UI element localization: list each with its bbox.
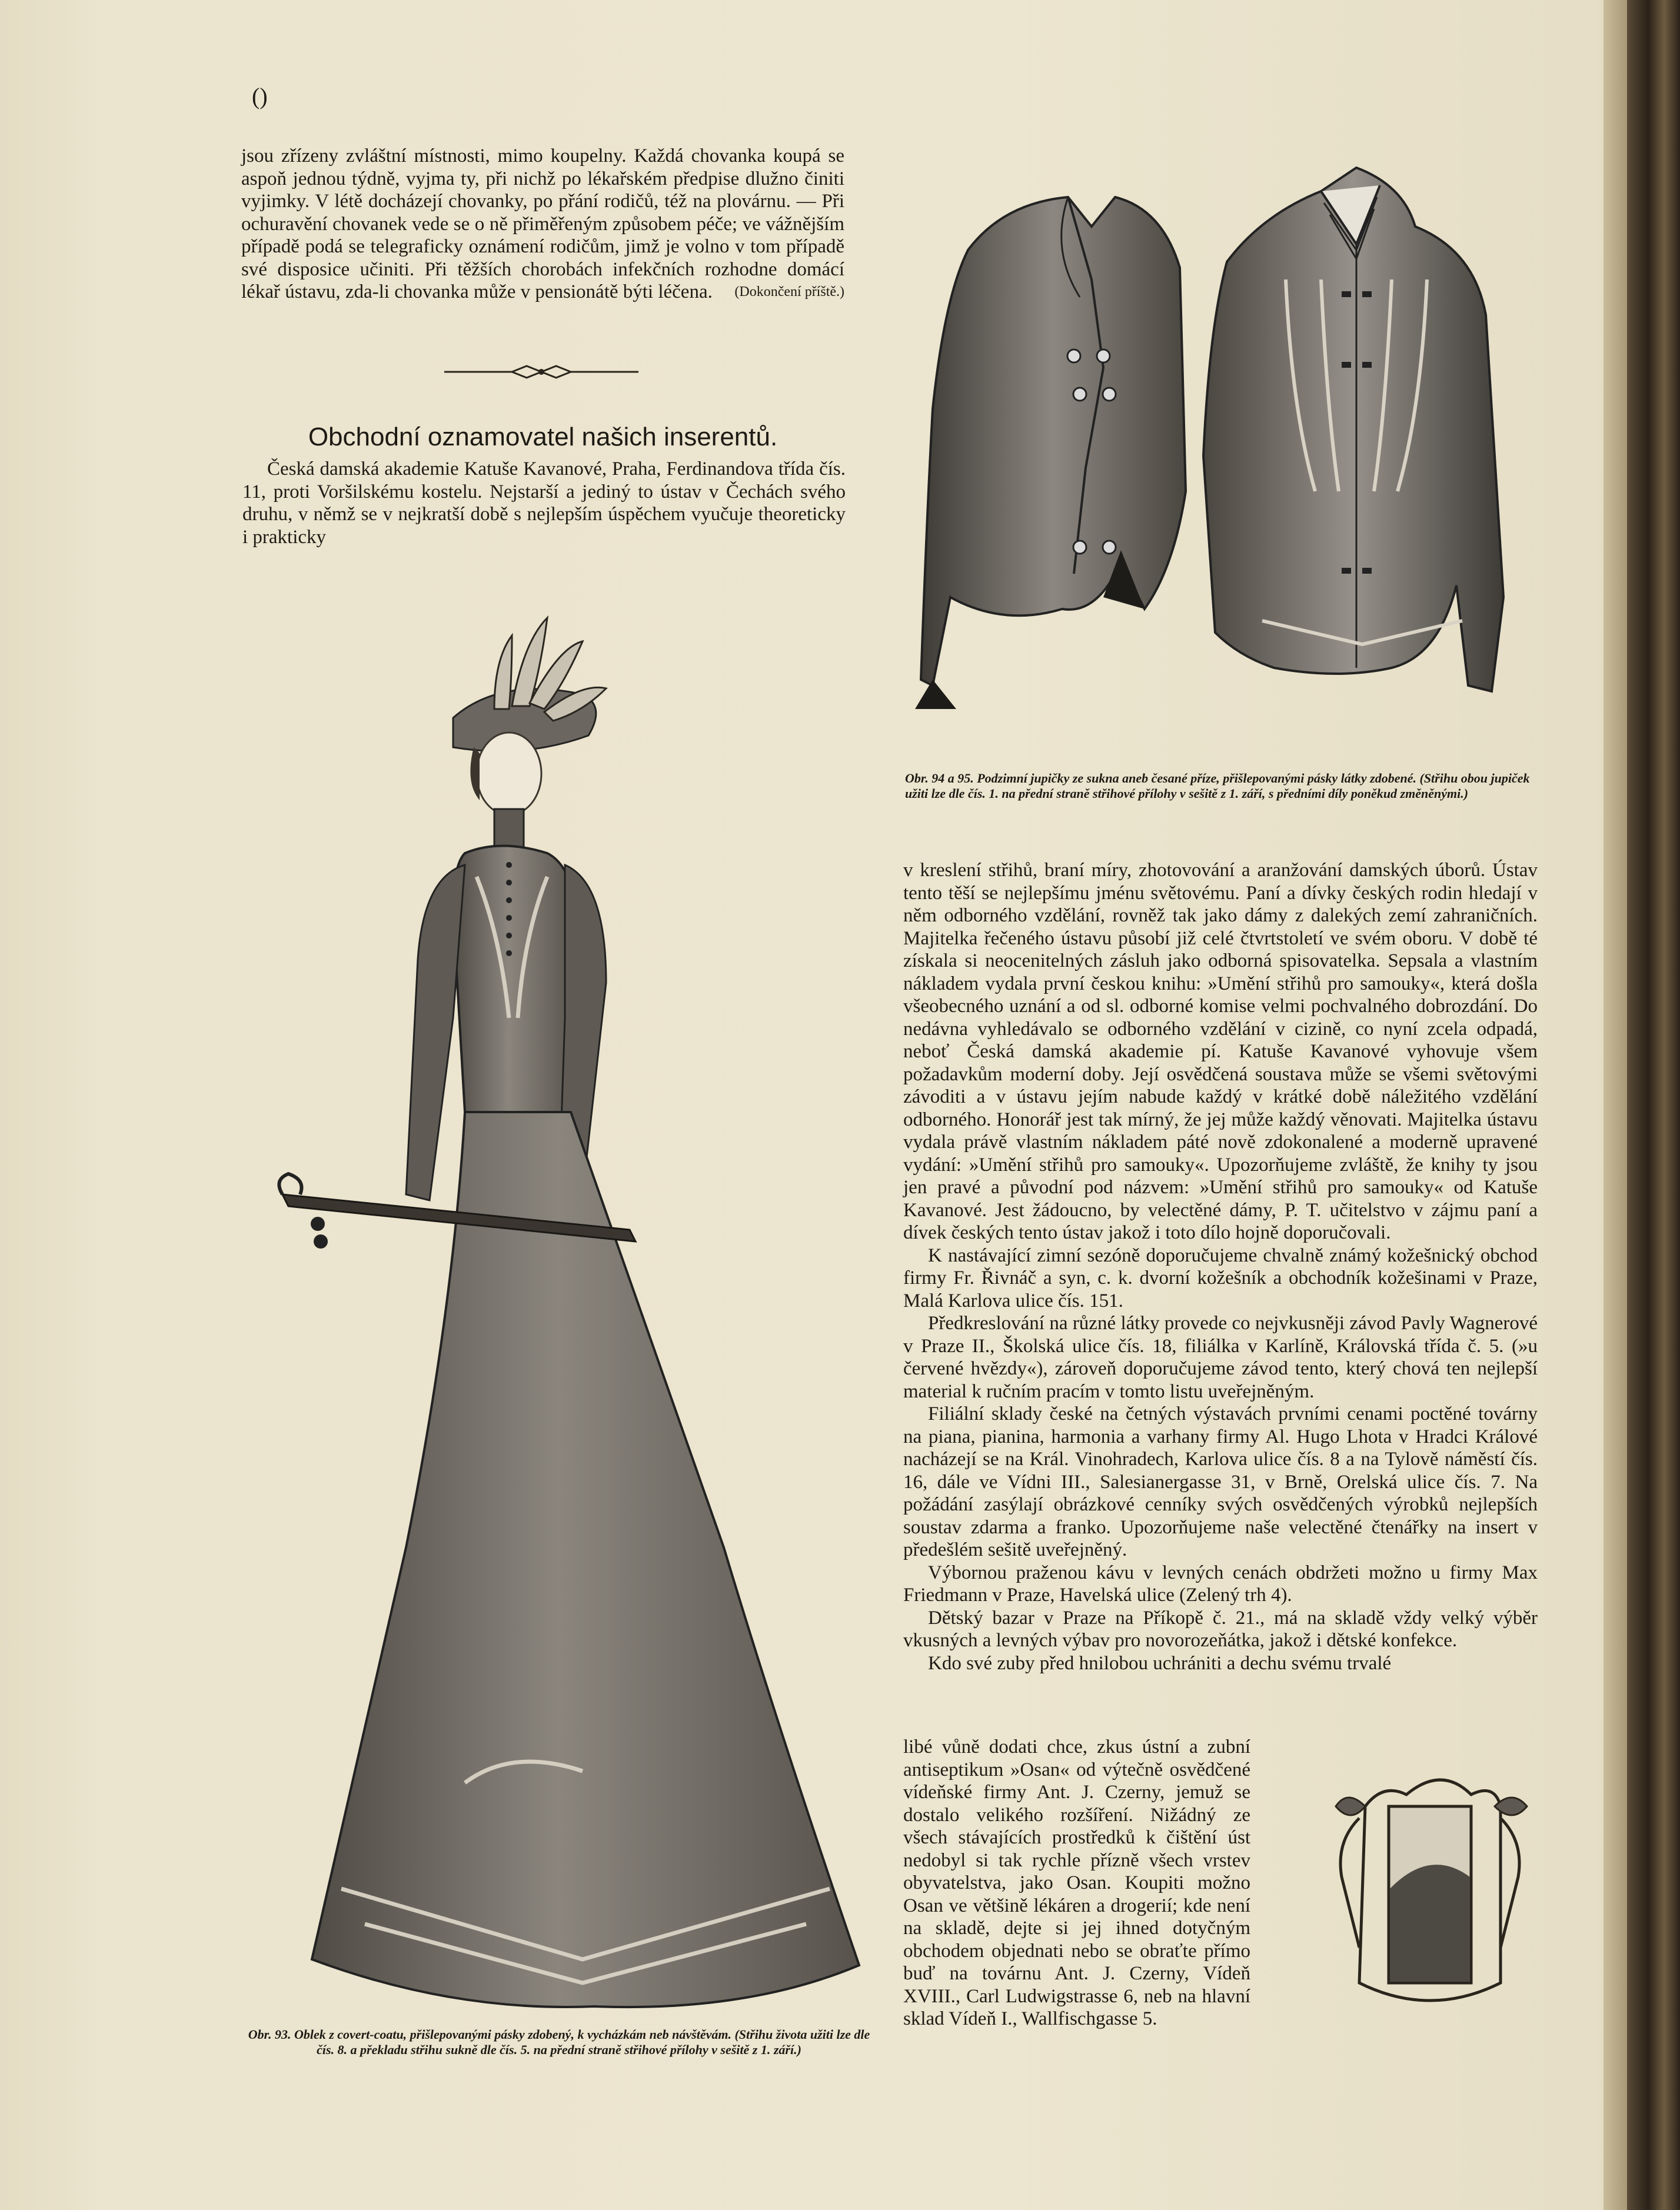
akademie-paragraph (242, 458, 846, 548)
top-paragraph-text: jsou zřízeny zvláštní místnosti, mimo koupelny. Každá chovanka koupá se aspoň jednou týdně, vyjma ty, při nichž po lékařském předpise dlužno činiti vyjimky. V létě docházejí chovanky, po přání rodičů, též na plovárnu. — Při ochuravění chovanek vede se o ně přiměřeným způsobem péče; ve vážnějším případě podá se telegraficky oznámení rodičům, jimž je volno v tom případě své disposice učiniti. Při těžších chorobách infekčních rozhodne domácí lékař ústavu, zda-li chovanka může v pensionátě býti léčena. (241, 145, 844, 302)
top-paragraph (241, 145, 844, 304)
advertiser-column (903, 859, 1538, 1675)
page-edge (1604, 0, 1627, 2210)
ornamental-vignette (1324, 1771, 1536, 2018)
osan-paragraph-text: libé vůně dodati chce, zkus ústní a zubní antiseptikum »Osan« od výtečně osvědčené vídeňské firmy Ant. J. Czerny, jemuž se dostalo velikého rozšíření. Nižádný ze všech stávajících prostředků k čištění úst nedobyl si tak rychle přízně všech vrstev obyvatelstva, jako Osan. Koupiti možno Osan ve většině lékáren a drogerií; kde není na skladě, dejte si jej ihned dotyčným obchodem objednati nebo se obraťte přímo buď na továrnu Ant. J. Czerny, Vídeň XVIII., Carl Ludwigstrasse 6, neb na hlavní sklad Vídeň I., Wallfischgasse 5. (903, 1736, 1250, 2029)
advert-paragraph: Kdo své zuby před hnilobou uchrániti a dechu svému trvalé (928, 1652, 1392, 1674)
ornament-divider (444, 360, 638, 384)
advert-paragraph: K nastávající zimní sezóně doporučujeme chvalně známý kožešnický obchod firmy Fr. Řivnáč a syn, c. k. dvorní kožešník a obchodník kožešinami v Praze, Malá Karlova ulice čís. 151. (903, 1244, 1538, 1312)
caption-jackets: Obr. 94 a 95. Podzimní jupičky ze sukna aneb česané příze, přišlepovanými pásky látky zdobené. (Střihu obou jupiček užiti lze dle čís. 1. na přední straně střihové přílohy v sešitě z 1. září, s předními díly poněkud změněnými.) (905, 771, 1530, 801)
osan-paragraph (903, 1736, 1250, 2031)
continued-note: (Dokončení příště.) (734, 284, 844, 299)
advert-paragraph: v kreslení střihů, braní míry, zhotovování a aranžování damských úborů. Ústav tento těší se nejlepšímu jménu světovému. Paní a dívky českých rodin hledají v něm odborného vzdělání, rovněž tak jako dámy z dalekých zemí zahraničních. Majitelka řečeného ústavu působí již celé čtvrtstoletí ve svém oboru. V době té získala si neocenitelných zásluh jako odborná spisovatelka. Sepsala a vlastním nákladem vydala první českou knihu: »Umění střihů pro samouky«, která došla všeobecného uznání a od sl. odborné komise velmi pochvalného dobrozdání. Do nedávna vyhledávalo se odborného vzdělání v cizině, co nyní zcela odpadá, neboť Česká damská akademie pí. Katuše Kavanové vyhovuje všem požadavkům moderní doby. Její osvědčená soustava může se všemi světovými závoditi a v ústavu jejím nabude každý v krátké době náležitého vzdělání odborného. Honorář jest tak mírný, že jej může každý věnovati. Majitelka ústavu vydala právě vlastním nákladem páté nově zdokonalené a moderně upravené vydání: »Umění střihů pro samouky«. Upozorňujeme zvláště, že knihy ty jsou jen pravé a původní pod názvem: »Umění střihů pro samouky« od Katuše Kavanové. Jest žádoucno, by velectěné dámy, P. T. učitelstvo v zájmu paní a dívek českých tento ústav jakož i toto dílo hojně doporučovali. (903, 860, 1538, 1243)
caption-dress: Obr. 93. Oblek z covert-coatu, přišlepovanými pásky zdobený, k vycházkám neb návštěvám. (Střihu života užiti lze dle čís. 8. a překladu střihu sukně dle čís. 5. na přední straně střihové přílohy v sešitě z 1. září.) (248, 2027, 870, 2057)
book-spine (1627, 0, 1680, 2210)
page-number: () (252, 83, 268, 109)
section-heading: Obchodní oznamovatel našich inserentů. (308, 422, 778, 451)
advert-paragraph: Filiální sklady české na četných výstavách prvními cenami poctěné továrny na piana, pianina, harmonia a varhany firmy Al. Hugo Lhota v Hradci Králové nacházejí se na Král. Vinohradech, Karlova ulice čís. 8 a na Tylově náměstí čís. 16, dále ve Vídni III., Salesianergasse 31, v Brně, Orelská ulice čís. 7. Na požádání zasýlají obrázkové cenníky svých osvědčených výrobků nejlepších soustav zdarma a franko. Upozorňujeme naše velectěné čtenářky na insert v předešlém sešitě uveřejněný. (903, 1403, 1538, 1560)
advert-paragraph: Výbornou praženou kávu v levných cenách obdržeti možno u firmy Max Friedmann v Praze, Havelská ulice (Zelený trh 4). (903, 1562, 1538, 1606)
advert-paragraph: Předkreslování na různé látky provede co nejvkusněji závod Pavly Wagnerové v Praze II., Školská ulice čís. 18, filiálka v Karlíně, Královská třída č. 5. (»u červené hvězdy«), zároveň doporučujeme závod tento, který chová ten nejlepší material k ručním pracím v tomto listu uveřejněným. (903, 1313, 1538, 1402)
akademie-paragraph-text: Česká damská akademie Katuše Kavanové, Praha, Ferdinandova třída čís. 11, proti Voršilskému kostelu. Nejstarší a jediný to ústav v Čechách svého druhu, v němž se v nejkratší době s nejlepším úspěchem vyučuje theoreticky i prakticky (242, 458, 846, 548)
jackets-illustration (909, 162, 1545, 744)
dress-illustration (277, 606, 906, 2024)
advert-paragraph: Dětský bazar v Praze na Příkopě č. 21., má na skladě vždy velký výběr vkusných a levných výbav pro novorozeňátka, jakož i dětské konfekce. (903, 1607, 1538, 1651)
